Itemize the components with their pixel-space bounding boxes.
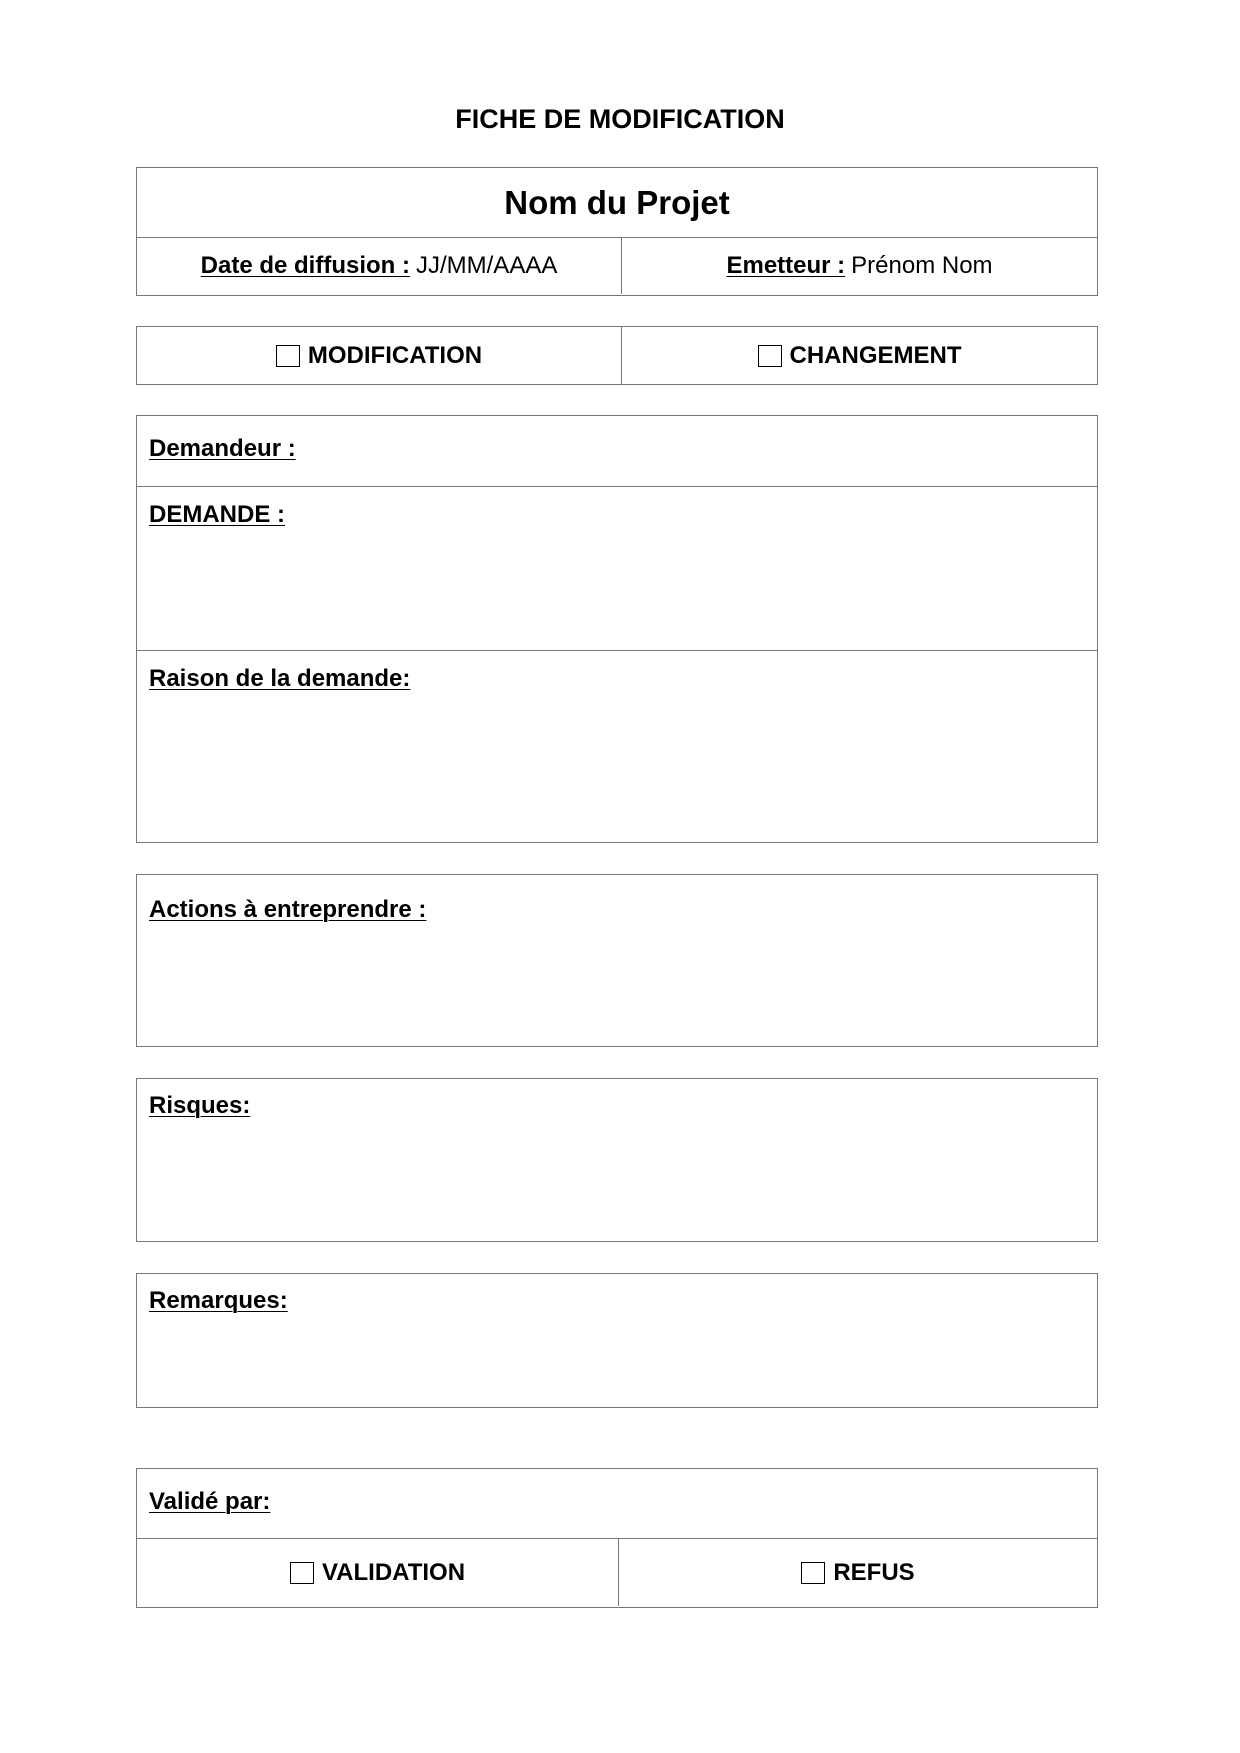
valide-par-label: Validé par: (149, 1488, 271, 1515)
refus-checkbox[interactable] (801, 1559, 914, 1587)
changement-checkbox[interactable] (758, 342, 962, 370)
demandeur-row[interactable] (137, 416, 1097, 486)
date-value[interactable]: JJ/MM/AAAA (415, 252, 558, 279)
raison-label: Raison de la demande: (149, 665, 411, 692)
raison-row[interactable] (137, 650, 1097, 841)
checkbox-icon (801, 1562, 825, 1584)
validation-checkbox[interactable] (290, 1559, 465, 1587)
checkbox-icon (290, 1562, 314, 1584)
risques-label: Risques: (149, 1092, 251, 1119)
changement-label: CHANGEMENT (789, 341, 962, 369)
remarques-box[interactable] (136, 1273, 1098, 1408)
refus-cell (618, 1539, 1097, 1606)
modification-checkbox[interactable] (276, 342, 482, 370)
document-title: FICHE DE MODIFICATION (455, 104, 785, 134)
demande-label: DEMANDE : (149, 501, 285, 528)
validation-table (136, 1468, 1098, 1608)
demandeur-label: Demandeur : (149, 435, 296, 462)
valide-par-row[interactable] (137, 1469, 1097, 1538)
validation-label: VALIDATION (321, 1558, 466, 1586)
remarques-label: Remarques: (149, 1287, 288, 1314)
request-table (136, 415, 1098, 843)
demande-row[interactable] (137, 486, 1097, 650)
actions-label: Actions à entreprendre : (149, 896, 427, 923)
emitter-label: Emetteur : (726, 252, 846, 279)
date-label: Date de diffusion : (200, 252, 410, 279)
date-cell[interactable] (137, 238, 621, 294)
project-header-table (136, 167, 1098, 296)
validation-cell (137, 1539, 618, 1606)
type-selection-table (136, 326, 1098, 385)
checkbox-icon (758, 345, 782, 367)
emitter-cell[interactable] (621, 238, 1097, 294)
project-name[interactable]: Nom du Projet (504, 183, 730, 221)
changement-cell (621, 327, 1097, 384)
modification-cell (137, 327, 621, 384)
refus-label: REFUS (833, 1558, 915, 1586)
risques-box[interactable] (136, 1078, 1098, 1242)
emitter-value[interactable]: Prénom Nom (851, 252, 993, 279)
actions-box[interactable] (136, 874, 1098, 1047)
checkbox-icon (276, 345, 300, 367)
modification-label: MODIFICATION (307, 341, 483, 369)
